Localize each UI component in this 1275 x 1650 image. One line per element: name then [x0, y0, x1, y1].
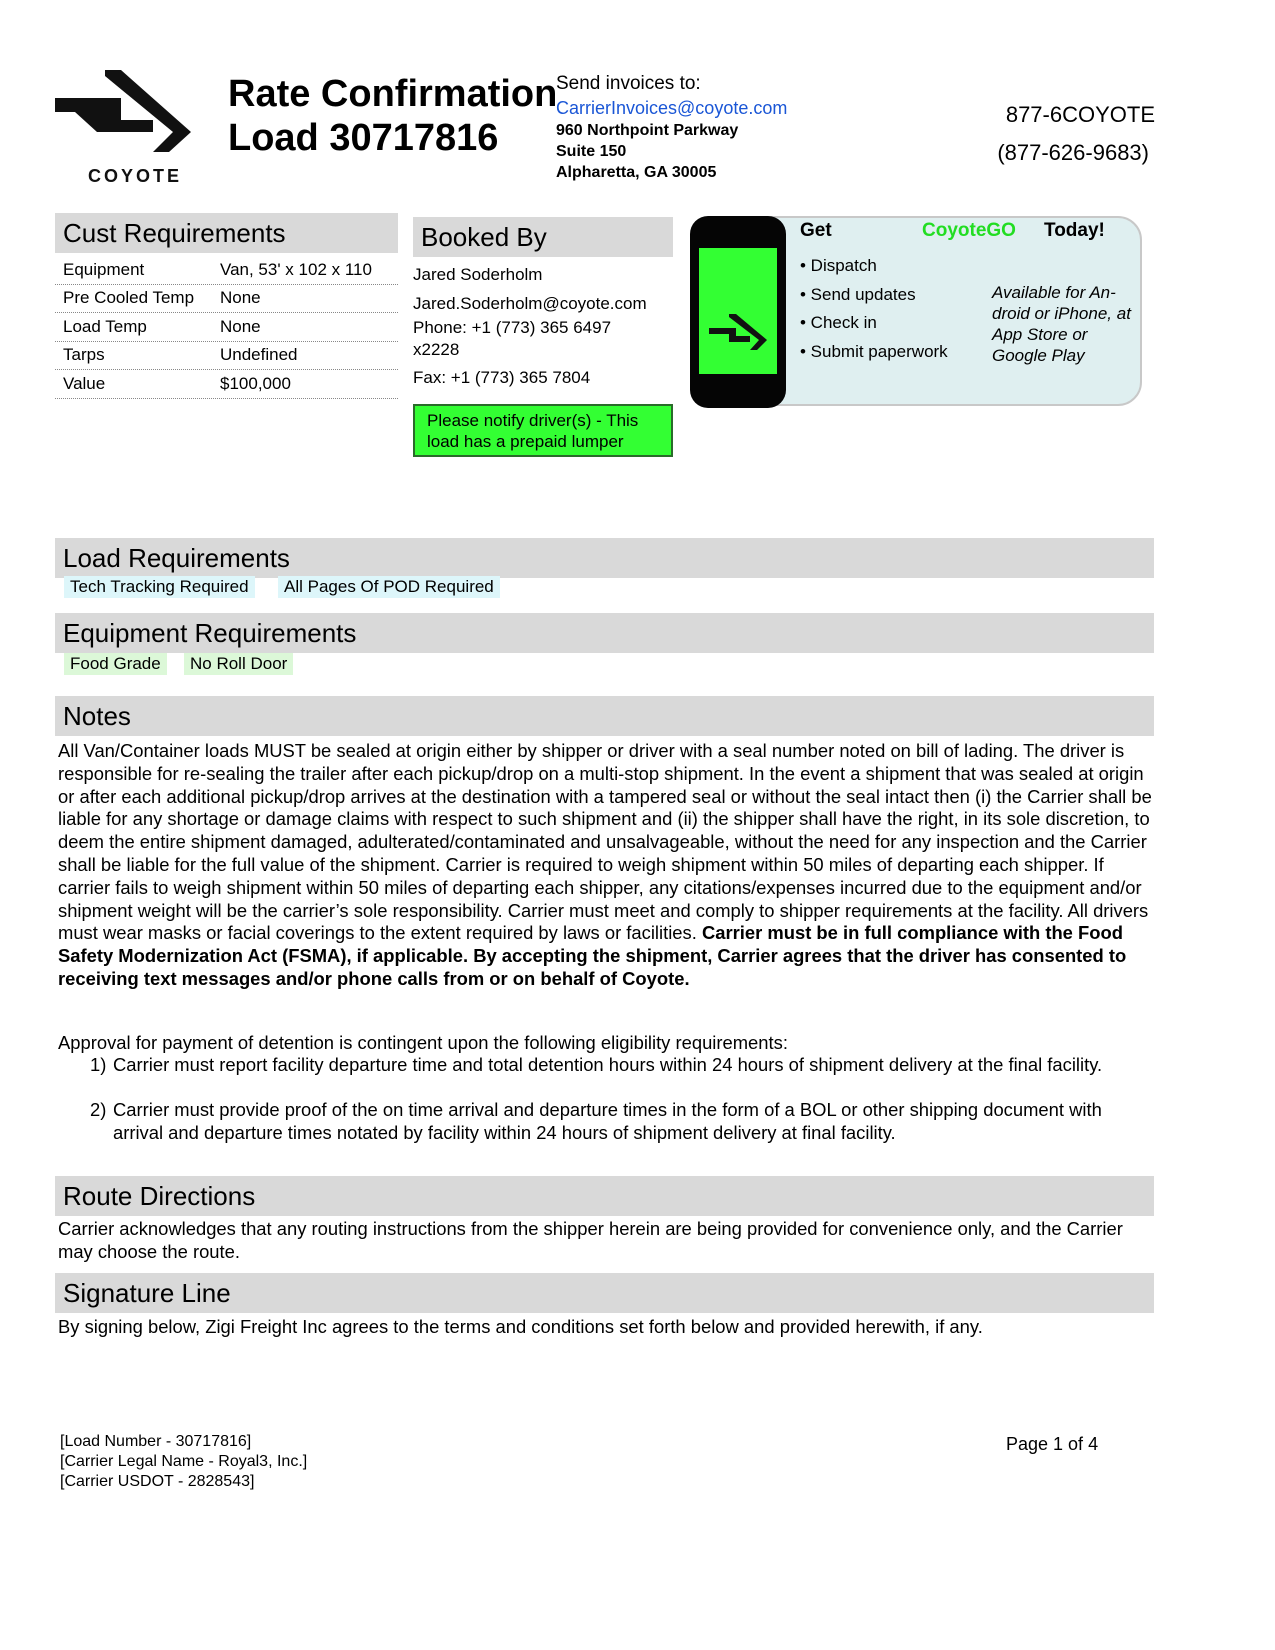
item-number: 2)	[90, 1099, 107, 1120]
footer-carrier-name: [Carrier Legal Name - Royal3, Inc.]	[60, 1453, 308, 1470]
phone-screen	[699, 248, 777, 374]
promo-availability: Available for An-droid or iPhone, at App Store or Google Play	[992, 283, 1131, 365]
booker-name: Jared Soderholm	[413, 265, 543, 284]
promo-get: Get	[800, 220, 832, 241]
booked-by-info	[413, 264, 673, 389]
row-key: Equipment	[63, 259, 145, 279]
equipment-requirements-heading: Equipment Requirements	[55, 613, 1154, 653]
row-key: Load Temp	[63, 316, 147, 336]
notes-text: All Van/Container loads MUST be sealed at origin either by shipper or driver with a seal number noted on bill of lading. The driver is responsible for re-sealing the trailer after each pickup/drop on a multi-stop shipment. In the event a shipment that was sealed at origin or after each additional pickup/drop arrives at the destination with a tampered seal or without the seal intact then (i) the Carrier shall be liable for any shortage or damage claims with respect to such shipment and (ii) the shipper shall have the right, in its sole discretion, to deem the entire shipment damaged, adulterated/contaminated and unsalvageable, without the need for any inspection and the Carrier shall be liable for the full value of the shipment. Carrier is required to weigh shipment within 50 miles of departing each shipper. If carrier fails to weigh shipment within 50 miles of departing each shipper, any citations/expenses incurred due to the equipment and/or shipment weight will be the carrier’s sole responsibility. Carrier must meet and comply to shipper requirements at the facility. All drivers must wear masks or facial coverings to the extent required by laws or facilities.	[58, 740, 1152, 944]
list-item: • Dispatch	[800, 256, 877, 275]
table-row	[55, 256, 398, 285]
promo-app-name: CoyoteGO	[922, 220, 1016, 241]
booker-fax: Fax: +1 (773) 365 7804	[413, 368, 591, 387]
invoice-email-link[interactable]: CarrierInvoices@coyote.com	[556, 98, 788, 118]
invoice-label: Send invoices to:	[556, 73, 701, 94]
coyote-logo	[55, 70, 195, 190]
list-item: • Send updates	[800, 284, 916, 304]
route-directions-body: Carrier acknowledges that any routing instructions from the shipper herein are being provided for convenience only, and the Carrier may choose the route.	[58, 1218, 1123, 1262]
invoice-address-block	[556, 72, 856, 183]
address-line: Suite 150	[556, 143, 627, 160]
coyote-arrow-icon	[699, 248, 777, 374]
booker-phone-ext: x2228	[413, 340, 460, 359]
logo-wordmark: COYOTE	[88, 166, 183, 186]
load-requirement-tag: Tech Tracking Required	[64, 576, 255, 598]
signature-line-heading: Signature Line	[55, 1273, 1154, 1313]
row-value: None	[220, 316, 261, 336]
cust-requirements-table	[55, 256, 398, 399]
route-directions-heading: Route Directions	[55, 1176, 1154, 1216]
load-number-title: Load 30717816	[228, 117, 499, 159]
row-value: Undefined	[220, 345, 298, 365]
cust-requirements-heading: Cust Requirements	[55, 213, 398, 253]
booked-by-heading: Booked By	[413, 217, 673, 257]
list-item: • Check in	[800, 313, 877, 332]
item-number: 1)	[90, 1054, 107, 1075]
page-number: Page 1 of 4	[1006, 1434, 1099, 1454]
load-requirement-tag: All Pages Of POD Required	[278, 576, 500, 598]
table-row	[55, 342, 398, 371]
item-text: Carrier must provide proof of the on time arrival and departure times in the form of a BOL or other shipping document with arrival and departure times notated by facility within 24 hours of shipment delivery at final facility.	[113, 1099, 1102, 1143]
address-line: 960 Northpoint Parkway	[556, 122, 739, 139]
table-row	[55, 313, 398, 342]
footer-info	[60, 1432, 307, 1492]
promo-today: Today!	[1044, 220, 1105, 241]
phone-main: 877-6COYOTE	[1005, 102, 1155, 127]
notes-body	[58, 740, 1158, 991]
notes-heading: Notes	[55, 696, 1154, 736]
load-requirements-heading: Load Requirements	[55, 538, 1154, 578]
equipment-requirement-tag: No Roll Door	[184, 653, 293, 675]
lumper-notice: Please notify driver(s) - This load has a prepaid lumper	[413, 404, 673, 457]
equipment-requirement-tag: Food Grade	[64, 653, 167, 675]
page-title: Rate Confirmation	[228, 73, 558, 115]
detention-approval-intro: Approval for payment of detention is contingent upon the following eligibility requirements:	[58, 1032, 788, 1053]
row-key: Pre Cooled Temp	[63, 288, 195, 308]
notes-bold-text: Carrier must be in full compliance with the Food Safety Modernization Act (FSMA), if applicable. By accepting the shipment, Carrier agrees that the driver has consented to receiving text messages and/or phone calls from or on behalf of Coyote.	[58, 922, 1127, 989]
table-row	[55, 370, 398, 399]
booker-email[interactable]: Jared.Soderholm@coyote.com	[413, 294, 647, 313]
promo-feature-list	[800, 256, 948, 370]
row-key: Tarps	[63, 345, 105, 365]
item-text: Carrier must report facility departure time and total detention hours within 24 hours of shipment delivery at the final facility.	[113, 1054, 1103, 1075]
row-key: Value	[63, 373, 106, 393]
row-value: None	[220, 288, 261, 308]
coyote-arrow-icon	[55, 70, 195, 162]
phone-icon	[690, 216, 786, 408]
footer-usdot: [Carrier USDOT - 2828543]	[60, 1473, 255, 1490]
address-line: Alpharetta, GA 30005	[556, 164, 717, 181]
booker-phone: Phone: +1 (773) 365 6497	[413, 318, 612, 337]
coyotego-promo	[690, 216, 1142, 408]
row-value: $100,000	[220, 373, 291, 393]
footer-load-number: [Load Number - 30717816]	[60, 1433, 252, 1450]
list-item: • Submit paperwork	[800, 341, 948, 361]
table-row	[55, 285, 398, 314]
phone-alt: (877-626-9683)	[997, 140, 1149, 165]
row-value: Van, 53' x 102 x 110	[220, 259, 372, 279]
signature-line-body: By signing below, Zigi Freight Inc agrees to the terms and conditions set forth below and provided herewith, if any.	[58, 1316, 983, 1337]
